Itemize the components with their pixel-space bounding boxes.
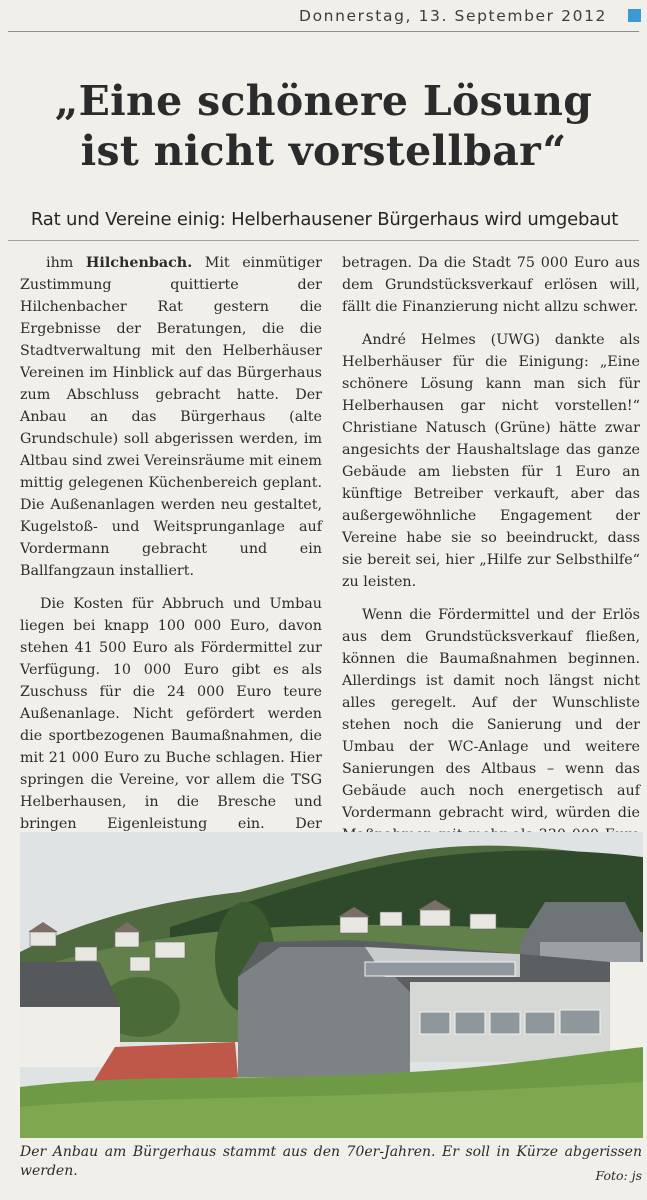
- section-marker: [628, 9, 641, 22]
- issue-date: Donnerstag, 13. September 2012: [299, 7, 607, 25]
- subheadline: Rat und Vereine einig: Helberhausener Bürgerhaus wird umgebaut: [30, 209, 619, 230]
- header-rule: [8, 31, 639, 32]
- paragraph-2: Die Kosten für Abbruch und Umbau liegen bei knapp 100 000 Euro, davon stehen 41 500 Euro als Fördermittel zur Verfügung. 10 000 Euro gibt es als Zuschuss für die 24 000 Euro teure Außenanlage. Nicht gefördert werden die sportbezogenen Baumaßnahmen, die mit 21 000 Euro zu Buche schlagen. Hier springen die Vereine, vor allem die TSG Helberhausen, in die Bresche und bringen Eigenleistung ein. Der: [20, 596, 322, 832]
- photo-credit: Foto: js: [595, 1168, 642, 1183]
- paragraph-3: André Helmes (UWG) dankte als Helberhäuser für die Einigung: „Eine schönere Lösung kann man sich für Helberhausen gar nicht vorstellen!“ Christiane Natusch (Grüne) hätte zwar angesichts der Haushaltslage das ganze Gebäude am liebsten für 1 Euro an künftige Betreiber verkauft, aber das außergewöhnliche Engagement der Vereine habe sie so beeindruckt, dass sie bereit sei, hier „Hilfe zur Selbsthilfe“ zu leisten.: [342, 332, 640, 590]
- author-initials: ihm: [46, 255, 86, 271]
- headline-line-1: „Eine schönere Lösung: [54, 77, 593, 125]
- photo-buergerhaus: [20, 832, 643, 1138]
- dateline-place: Hilchenbach.: [85, 255, 193, 271]
- headline-line-2: ist nicht vorstellbar“: [80, 127, 567, 175]
- paragraph-2-continued: betragen. Da die Stadt 75 000 Euro aus dem Grundstücksverkauf erlösen will, fällt die Finanzierung nicht allzu schwer.: [342, 255, 640, 315]
- paragraph-1-body: Mit einmütiger Zustimmung quittierte der Hilchenbacher Rat gestern die Ergebnisse der Beratungen, die die Stadtverwaltung mit den Helberhäuser Vereinen im Hinblick auf das Bürgerhaus zum Abschluss gebracht hatte. Der Anbau an das Bürgerhaus (alte Grundschule) soll abgerissen werden, im Altbau sind zwei Vereinsräume mit einem mittig gelegenen Küchenbereich geplant. Die Außenanlagen werden neu gestaltet, Kugelstoß- und Weitsprunganlage auf Vordermann gebracht und ein Ballfangzaun installiert.: [20, 255, 322, 579]
- headline: [8, 76, 639, 176]
- paragraph-4: Wenn die Fördermittel und der Erlös aus dem Grundstücksverkauf fließen, können die Baumaßnahmen beginnen. Allerdings ist damit noch längst nicht alles geregelt. Auf der Wunschliste stehen noch die Sanierung und der Umbau der WC-Anlage und weitere Sanierungen des Altbaus – wenn das Gebäude auch noch energetisch auf Vordermann gebracht wird, würden die: [342, 607, 640, 821]
- subheadline-rule: [8, 240, 639, 241]
- paragraph-1: [20, 252, 322, 582]
- article-photo: [20, 832, 643, 1138]
- photo-caption: Der Anbau am Bürgerhaus stammt aus den 70er-Jahren. Er soll in Kürze abgerissen werden.: [20, 1144, 642, 1179]
- article-column-right: [342, 252, 640, 923]
